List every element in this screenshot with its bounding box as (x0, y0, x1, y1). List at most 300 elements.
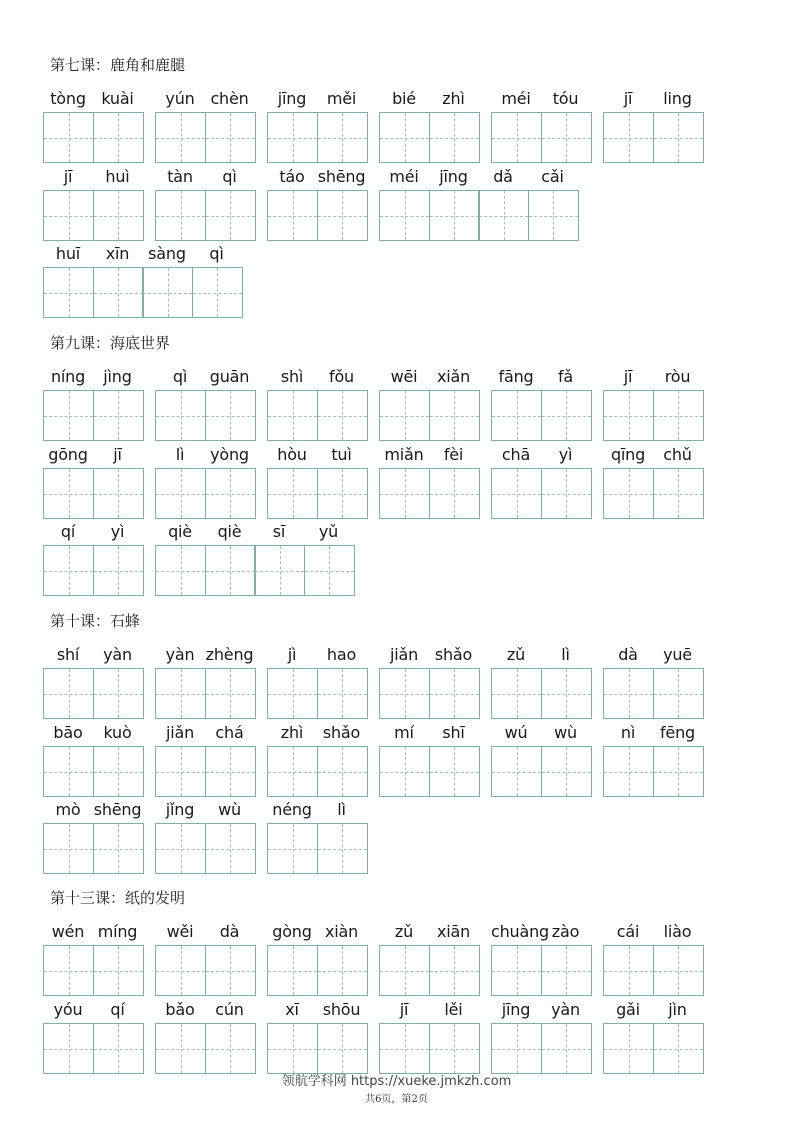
pinyin-syllable: sàng (148, 244, 186, 263)
pinyin-row (155, 798, 254, 822)
tianzige-grid (491, 746, 591, 796)
writing-cell[interactable] (653, 945, 704, 996)
tianzige-grid (43, 390, 143, 440)
pinyin-syllable: shōu (322, 1000, 361, 1019)
writing-cell[interactable] (205, 390, 256, 441)
tianzige-grid (155, 1023, 255, 1073)
writing-cell[interactable] (653, 746, 704, 797)
writing-cell[interactable] (43, 112, 94, 163)
tianzige-grid (43, 112, 143, 162)
writing-cell[interactable] (267, 945, 318, 996)
writing-cell[interactable] (379, 945, 430, 996)
word-block (491, 87, 591, 163)
pinyin-syllable: wēi (390, 367, 418, 386)
pinyin-row (43, 798, 142, 822)
writing-cell[interactable] (603, 468, 654, 519)
tianzige-grid (43, 823, 143, 873)
pinyin-syllable: méi (389, 167, 419, 186)
writing-cell[interactable] (155, 390, 206, 441)
writing-cell[interactable] (93, 468, 144, 519)
pinyin-row (155, 165, 254, 189)
pinyin-syllable: wù (218, 800, 241, 819)
word-block (379, 443, 479, 519)
pinyin-row (43, 998, 142, 1022)
writing-cell[interactable] (192, 267, 243, 318)
word-block (155, 920, 255, 996)
word-block (267, 87, 367, 163)
writing-cell[interactable] (317, 390, 368, 441)
pinyin-syllable: cǎi (541, 167, 564, 186)
word-block (379, 998, 479, 1074)
writing-cell[interactable] (491, 390, 542, 441)
writing-cell[interactable] (43, 746, 94, 797)
writing-cell[interactable] (379, 1023, 430, 1074)
pinyin-syllable: yòng (210, 445, 249, 464)
writing-cell[interactable] (205, 668, 256, 719)
section-title: 第七课：鹿角和鹿腿 (50, 56, 186, 74)
pinyin-row (491, 998, 590, 1022)
writing-cell[interactable] (43, 823, 94, 874)
word-block (43, 998, 143, 1074)
writing-cell[interactable] (205, 945, 256, 996)
word-block (155, 87, 255, 163)
pinyin-syllable: níng (50, 367, 86, 386)
writing-cell[interactable] (429, 945, 480, 996)
pinyin-row (603, 920, 702, 944)
pinyin-syllable: lěi (444, 1000, 463, 1019)
writing-cell[interactable] (155, 1023, 206, 1074)
pinyin-row (267, 365, 366, 389)
writing-cell[interactable] (429, 390, 480, 441)
writing-cell[interactable] (317, 468, 368, 519)
pinyin-syllable: chèn (210, 89, 249, 108)
writing-cell[interactable] (267, 468, 318, 519)
writing-cell[interactable] (491, 668, 542, 719)
writing-cell[interactable] (317, 945, 368, 996)
pinyin-row (155, 87, 254, 111)
word-block (267, 443, 367, 519)
pinyin-row (155, 998, 254, 1022)
writing-cell[interactable] (379, 746, 430, 797)
tianzige-grid (603, 668, 703, 718)
writing-cell[interactable] (429, 746, 480, 797)
tianzige-grid (491, 468, 591, 518)
pinyin-syllable: yuē (663, 645, 692, 664)
pinyin-syllable: jì (287, 645, 297, 664)
pinyin-syllable: jīng (439, 167, 468, 186)
pinyin-row (603, 721, 702, 745)
pinyin-row (267, 998, 366, 1022)
pinyin-syllable: shǎo (322, 723, 361, 742)
writing-cell[interactable] (653, 668, 704, 719)
pinyin-syllable: cái (616, 922, 640, 941)
writing-cell[interactable] (603, 668, 654, 719)
writing-cell[interactable] (541, 945, 592, 996)
pinyin-row (43, 165, 142, 189)
writing-cell[interactable] (653, 390, 704, 441)
pinyin-row (379, 998, 478, 1022)
writing-cell[interactable] (254, 545, 305, 596)
writing-cell[interactable] (304, 545, 355, 596)
writing-cell[interactable] (541, 668, 592, 719)
pinyin-syllable: zhèng (205, 645, 254, 664)
writing-cell[interactable] (43, 468, 94, 519)
pinyin-row (267, 721, 366, 745)
word-block (43, 242, 242, 318)
section-title: 第十三课：纸的发明 (50, 889, 186, 907)
tianzige-grid (491, 112, 591, 162)
word-block (155, 798, 255, 874)
writing-cell[interactable] (267, 112, 318, 163)
pinyin-syllable: nì (620, 723, 636, 742)
writing-cell[interactable] (653, 112, 704, 163)
writing-cell[interactable] (429, 1023, 480, 1074)
pinyin-syllable: zhì (442, 89, 465, 108)
writing-cell[interactable] (317, 190, 368, 241)
pinyin-row (155, 920, 254, 944)
writing-cell[interactable] (528, 190, 579, 241)
writing-cell[interactable] (205, 545, 256, 596)
writing-cell[interactable] (478, 190, 529, 241)
tianzige-grid (379, 468, 479, 518)
word-block (491, 998, 591, 1074)
pinyin-syllable: sī (272, 522, 286, 541)
pinyin-syllable: jīng (277, 89, 307, 108)
pinyin-syllable: jī (623, 367, 633, 386)
tianzige-grid (43, 945, 143, 995)
writing-cell[interactable] (205, 746, 256, 797)
word-block (491, 721, 591, 797)
word-block (603, 920, 703, 996)
writing-cell[interactable] (155, 468, 206, 519)
tianzige-grid (43, 267, 242, 317)
pinyin-row (603, 998, 702, 1022)
writing-cell[interactable] (379, 668, 430, 719)
pinyin-syllable: kuài (101, 89, 134, 108)
word-block (491, 920, 591, 996)
writing-cell[interactable] (93, 267, 144, 318)
pinyin-syllable: qiè (217, 522, 242, 541)
writing-cell[interactable] (603, 1023, 654, 1074)
word-block (603, 721, 703, 797)
writing-cell[interactable] (379, 190, 430, 241)
writing-cell[interactable] (541, 390, 592, 441)
writing-cell[interactable] (491, 746, 542, 797)
pinyin-syllable: tàn (167, 167, 193, 186)
writing-cell[interactable] (205, 823, 256, 874)
pinyin-syllable: guān (209, 367, 250, 386)
writing-cell[interactable] (267, 390, 318, 441)
tianzige-grid (603, 746, 703, 796)
writing-cell[interactable] (603, 112, 654, 163)
pinyin-row (379, 643, 478, 667)
tianzige-grid (379, 668, 479, 718)
writing-cell[interactable] (93, 112, 144, 163)
writing-cell[interactable] (541, 468, 592, 519)
pinyin-syllable: yàn (551, 1000, 580, 1019)
writing-cell[interactable] (491, 1023, 542, 1074)
pinyin-syllable: fēng (660, 723, 695, 742)
pinyin-syllable: chuàng (491, 922, 549, 941)
writing-cell[interactable] (603, 746, 654, 797)
tianzige-grid (379, 112, 479, 162)
word-block (379, 643, 479, 719)
pinyin-row (379, 443, 478, 467)
pinyin-syllable: wěi (166, 922, 194, 941)
pinyin-row (155, 443, 254, 467)
writing-cell[interactable] (93, 746, 144, 797)
word-block (379, 87, 479, 163)
pinyin-syllable: gǎi (616, 1000, 640, 1019)
pinyin-row (155, 520, 353, 544)
tianzige-grid (267, 746, 367, 796)
word-block (155, 365, 255, 441)
pinyin-syllable: ròu (664, 367, 691, 386)
pinyin-row (43, 520, 142, 544)
tianzige-grid (603, 390, 703, 440)
pinyin-row (43, 920, 142, 944)
word-block (43, 920, 143, 996)
writing-cell[interactable] (491, 112, 542, 163)
tianzige-grid (43, 190, 143, 240)
word-block (43, 520, 143, 596)
writing-cell[interactable] (491, 468, 542, 519)
writing-cell[interactable] (379, 112, 430, 163)
writing-cell[interactable] (93, 1023, 144, 1074)
writing-cell[interactable] (541, 112, 592, 163)
writing-cell[interactable] (93, 945, 144, 996)
pinyin-syllable: jīng (501, 1000, 531, 1019)
pinyin-syllable: qí (110, 1000, 125, 1019)
footer-site-watermark: 领航学科网 https://xueke.jmkzh.com (281, 1074, 512, 1089)
writing-cell[interactable] (43, 390, 94, 441)
word-block (155, 443, 255, 519)
pinyin-row (267, 165, 366, 189)
writing-cell[interactable] (155, 112, 206, 163)
writing-cell[interactable] (429, 468, 480, 519)
pinyin-syllable: jī (113, 445, 122, 464)
pinyin-row (491, 721, 590, 745)
writing-cell[interactable] (267, 1023, 318, 1074)
tianzige-grid (379, 945, 479, 995)
tianzige-grid (155, 545, 354, 595)
writing-cell[interactable] (429, 190, 480, 241)
writing-cell[interactable] (43, 267, 94, 318)
writing-cell[interactable] (43, 545, 94, 596)
pinyin-syllable: jī (63, 167, 73, 186)
tianzige-grid (603, 112, 703, 162)
writing-cell[interactable] (491, 945, 542, 996)
pinyin-syllable: qì (172, 367, 188, 386)
pinyin-row (155, 721, 254, 745)
pinyin-row (379, 87, 478, 111)
tianzige-grid (491, 945, 591, 995)
pinyin-row (43, 242, 241, 266)
pinyin-syllable: jiǎn (389, 645, 419, 664)
writing-cell[interactable] (155, 746, 206, 797)
writing-cell[interactable] (603, 390, 654, 441)
tianzige-grid (267, 668, 367, 718)
pinyin-syllable: wén (51, 922, 85, 941)
pinyin-syllable: dà (219, 922, 240, 941)
pinyin-syllable: xiǎn (436, 367, 471, 386)
writing-cell[interactable] (155, 190, 206, 241)
writing-cell[interactable] (379, 390, 430, 441)
word-block (603, 87, 703, 163)
word-block (43, 643, 143, 719)
tianzige-grid (155, 112, 255, 162)
writing-cell[interactable] (653, 1023, 704, 1074)
writing-cell[interactable] (317, 823, 368, 874)
tianzige-grid (603, 945, 703, 995)
writing-cell[interactable] (429, 668, 480, 719)
pinyin-syllable: shì (280, 367, 304, 386)
writing-cell[interactable] (317, 112, 368, 163)
pinyin-syllable: táo (279, 167, 305, 186)
tianzige-grid (267, 1023, 367, 1073)
writing-cell[interactable] (43, 945, 94, 996)
tianzige-grid (491, 1023, 591, 1073)
pinyin-row (603, 87, 702, 111)
writing-cell[interactable] (603, 945, 654, 996)
writing-cell[interactable] (142, 267, 193, 318)
word-block (379, 165, 578, 241)
pinyin-syllable: dà (618, 645, 638, 664)
writing-cell[interactable] (205, 112, 256, 163)
writing-cell[interactable] (429, 112, 480, 163)
pinyin-syllable: jī (623, 89, 633, 108)
tianzige-grid (267, 112, 367, 162)
tianzige-grid (155, 746, 255, 796)
writing-cell[interactable] (205, 468, 256, 519)
word-block (43, 365, 143, 441)
pinyin-syllable: qí (60, 522, 76, 541)
pinyin-syllable: chā (501, 445, 531, 464)
section-title: 第十课：石蜂 (50, 612, 141, 630)
pinyin-syllable: míng (97, 922, 138, 941)
pinyin-syllable: xī (285, 1000, 299, 1019)
pinyin-syllable: bǎo (165, 1000, 195, 1019)
pinyin-syllable: shǎo (434, 645, 473, 664)
writing-cell[interactable] (267, 668, 318, 719)
writing-cell[interactable] (267, 746, 318, 797)
writing-cell[interactable] (43, 668, 94, 719)
pinyin-syllable: ling (663, 89, 692, 108)
writing-cell[interactable] (93, 823, 144, 874)
pinyin-syllable: cún (215, 1000, 244, 1019)
tianzige-grid (155, 823, 255, 873)
tianzige-grid (379, 746, 479, 796)
pinyin-syllable: zhì (280, 723, 304, 742)
tianzige-grid (603, 1023, 703, 1073)
pinyin-row (267, 920, 366, 944)
word-block (43, 443, 143, 519)
pinyin-row (43, 443, 142, 467)
tianzige-grid (43, 468, 143, 518)
pinyin-syllable: chǔ (663, 445, 692, 464)
pinyin-row (603, 643, 702, 667)
writing-cell[interactable] (155, 545, 206, 596)
pinyin-syllable: shēng (317, 167, 366, 186)
pinyin-syllable: zào (551, 922, 580, 941)
tianzige-grid (155, 390, 255, 440)
pinyin-syllable: hòu (277, 445, 307, 464)
word-block (603, 365, 703, 441)
word-block (155, 520, 354, 596)
writing-cell[interactable] (317, 746, 368, 797)
pinyin-row (43, 365, 142, 389)
writing-cell[interactable] (205, 1023, 256, 1074)
pinyin-syllable: lì (337, 800, 346, 819)
pinyin-syllable: hao (326, 645, 357, 664)
tianzige-grid (155, 668, 255, 718)
pinyin-syllable: liào (663, 922, 692, 941)
pinyin-syllable: qīng (610, 445, 646, 464)
writing-cell[interactable] (155, 668, 206, 719)
writing-cell[interactable] (93, 668, 144, 719)
writing-cell[interactable] (541, 1023, 592, 1074)
word-block (491, 365, 591, 441)
writing-cell[interactable] (43, 190, 94, 241)
pinyin-syllable: shēng (93, 800, 142, 819)
pinyin-row (267, 443, 366, 467)
writing-cell[interactable] (205, 190, 256, 241)
writing-cell[interactable] (317, 668, 368, 719)
pinyin-row (267, 798, 366, 822)
pinyin-syllable: qiè (168, 522, 192, 541)
word-block (155, 998, 255, 1074)
writing-cell[interactable] (93, 545, 144, 596)
writing-cell[interactable] (541, 746, 592, 797)
tianzige-grid (155, 468, 255, 518)
section-title: 第九课：海底世界 (50, 334, 171, 352)
tianzige-grid (267, 823, 367, 873)
pinyin-row (379, 365, 478, 389)
pinyin-syllable: qì (222, 167, 237, 186)
word-block (491, 443, 591, 519)
writing-cell[interactable] (155, 823, 206, 874)
writing-cell[interactable] (317, 1023, 368, 1074)
word-block (155, 165, 255, 241)
pinyin-syllable: lì (175, 445, 185, 464)
tianzige-grid (267, 390, 367, 440)
tianzige-grid (267, 190, 367, 240)
writing-cell[interactable] (93, 190, 144, 241)
word-block (603, 998, 703, 1074)
pinyin-syllable: kuò (103, 723, 132, 742)
pinyin-row (379, 721, 478, 745)
pinyin-syllable: jǐng (165, 800, 195, 819)
pinyin-syllable: fāng (498, 367, 534, 386)
writing-cell[interactable] (379, 468, 430, 519)
writing-cell[interactable] (43, 1023, 94, 1074)
pinyin-row (267, 643, 366, 667)
writing-cell[interactable] (93, 390, 144, 441)
pinyin-syllable: wú (504, 723, 528, 742)
pinyin-syllable: méi (501, 89, 531, 108)
pinyin-syllable: jìng (103, 367, 132, 386)
writing-cell[interactable] (267, 190, 318, 241)
pinyin-syllable: yún (165, 89, 195, 108)
pinyin-syllable: bāo (53, 723, 83, 742)
pinyin-syllable: shí (56, 645, 80, 664)
pinyin-syllable: néng (272, 800, 312, 819)
tianzige-grid (603, 468, 703, 518)
word-block (43, 87, 143, 163)
writing-cell[interactable] (267, 823, 318, 874)
writing-cell[interactable] (653, 468, 704, 519)
writing-cell[interactable] (155, 945, 206, 996)
